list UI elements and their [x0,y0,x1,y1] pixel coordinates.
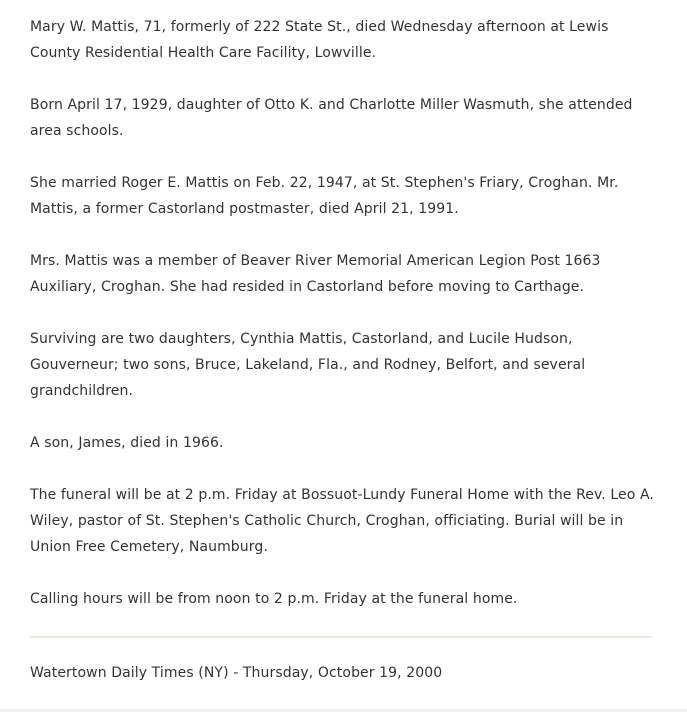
section-divider [30,636,652,638]
paragraph-membership: Mrs. Mattis was a member of Beaver River Memorial American Legion Post 1663 Auxiliary, Croghan. She had resided in Castorland before moving to Carthage. [30,253,601,295]
paragraph-birth: Born April 17, 1929, daughter of Otto K. and Charlotte Miller Wasmuth, she attended area schools. [30,97,633,139]
obituary-article [30,14,660,638]
paragraph-calling-hours: Calling hours will be from noon to 2 p.m. Friday at the funeral home. [30,591,518,607]
source-citation: Watertown Daily Times (NY) - Thursday, October 19, 2000 [30,665,443,681]
paragraph-funeral: The funeral will be at 2 p.m. Friday at Bossuot-Lundy Funeral Home with the Rev. Leo A. Wiley, pastor of St. Stephen's Catholic Church, Croghan, officiating. Burial will be in Union Free Cemetery, Naumburg. [30,487,654,555]
paragraph-death-notice: Mary W. Mattis, 71, formerly of 222 State St., died Wednesday afternoon at Lewis County Residential Health Care Facility, Lowville. [30,19,609,61]
paragraph-marriage: She married Roger E. Mattis on Feb. 22, 1947, at St. Stephen's Friary, Croghan. Mr. Mattis, a former Castorland postmaster, died April 21, 1991. [30,175,619,217]
paragraph-predeceased: A son, James, died in 1966. [30,435,224,451]
paragraph-survivors: Surviving are two daughters, Cynthia Mattis, Castorland, and Lucile Hudson, Gouverneur; two sons, Bruce, Lakeland, Fla., and Rodney, Belfort, and several grandchildren. [30,331,586,399]
